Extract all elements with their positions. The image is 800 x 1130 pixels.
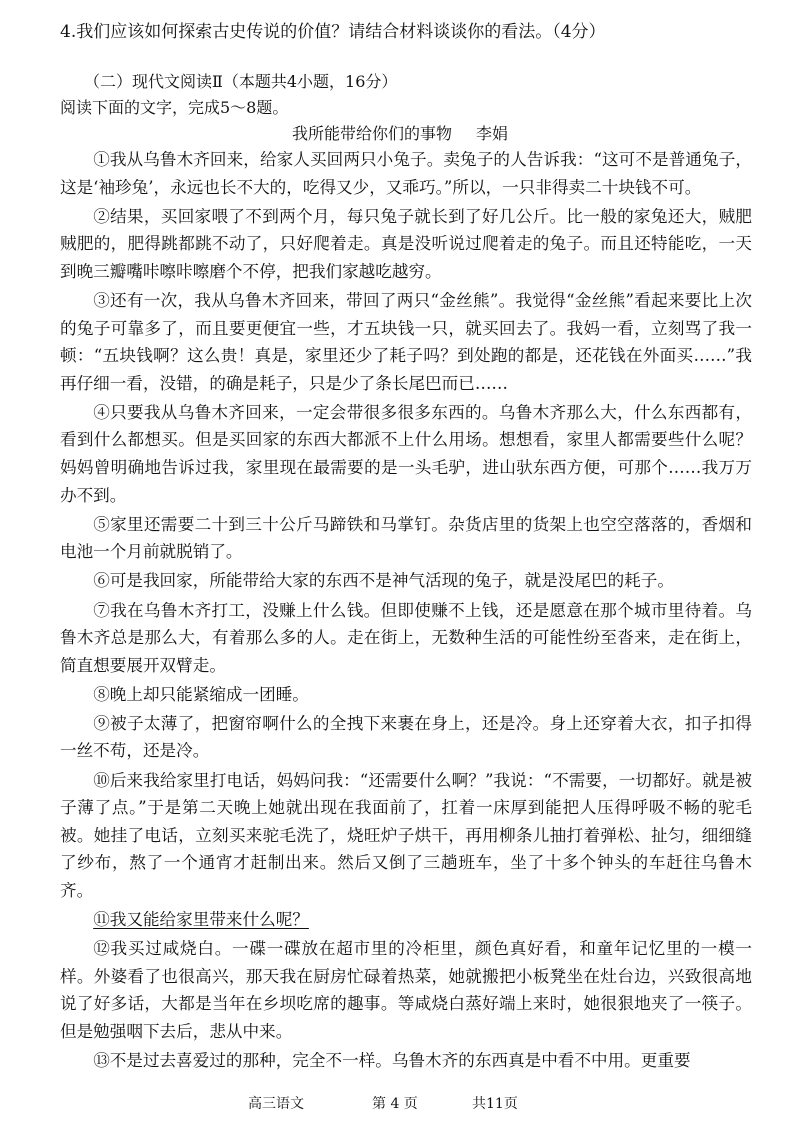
paragraph-9: ⑨被子太薄了，把窗帘啊什么的全拽下来裹在身上，还是冷。身上还穿着大衣，扣子扣得一丝不苟，还是冷。 [60, 713, 752, 761]
footer-total-pages: 共11页 [472, 1096, 518, 1112]
article-body [60, 146, 752, 1076]
paragraph-7: ⑦我在乌鲁木齐打工，没赚上什么钱。但即使赚不上钱，还是愿意在那个城市里待着。乌鲁木齐总是那么大，有着那么多的人。走在街上，无数种生活的可能性纷至沓来，走在街上，简直想要展开双臂走。 [60, 600, 752, 675]
section-heading: （二）现代文阅读Ⅱ（本题共4小题，16分） [84, 72, 398, 91]
paragraph-12: ⑫我买过咸烧白。一碟一碟放在超市里的冷柜里，颜色真好看，和童年记忆里的一模一样。外婆看了也很高兴，那天我在厨房忙碌着热菜，她就搬把小板凳坐在灶台边，兴致很高地说了好多话，大都是当年在乡坝吃席的趣事。等咸烧白蒸好端上来时，她很狠地夹了一筷子。但是勉强咽下去后，悲从中来。 [60, 939, 752, 1041]
paragraph-5: ⑤家里还需要二十到三十公斤马蹄铁和马掌钉。杂货店里的货架上也空空落落的，香烟和电池一个月前就脱销了。 [60, 514, 752, 562]
paragraph-6: ⑥可是我回家，所能带给大家的东西不是神气活现的兔子，就是没尾巴的耗子。 [93, 571, 674, 591]
paragraph-4: ④只要我从乌鲁木齐回来，一定会带很多很多东西的。乌鲁木齐那么大，什么东西都有，看到什么都想买。但是买回家的东西大都派不上什么用场。想想看，家里人都需要些什么呢？妈妈曾明确地告诉过我，家里现在最需要的是一头毛驴，进山驮东西方便，可那个……我万万办不到。 [60, 402, 752, 505]
paragraph-11 [60, 906, 752, 934]
footer-page-number: 第 4 页 [372, 1096, 418, 1112]
article-title: 我所能带给你们的事物 [291, 124, 452, 143]
paragraph-10: ⑩后来我给家里打电话，妈妈问我：“还需要什么啊？”我说：“不需要，一切都好。就是被子薄了点。”于是第二天晚上她就出现在我面前了，扛着一床厚到能把人压得呼吸不畅的驼毛被。她挂了电话，立刻买来驼毛洗了，烧旺炉子烘干，再用柳条儿抽打着弹松、扯匀，细细缝了纱布，熬了一个通宵才赶制出来。然后又倒了三趟班车，坐了十多个钟头的车赶往乌鲁木齐。 [60, 770, 752, 900]
paragraph-11-underlined-text: ⑪我又能给家里带来什么呢？ [93, 910, 309, 930]
reading-instruction: 阅读下面的文字，完成5～8题。 [60, 98, 289, 117]
paragraph-1: ①我从乌鲁木齐回来，给家人买回两只小兔子。卖兔子的人告诉我：“这可不是普通兔子，这是‘袖珍兔’，永远也长不大的，吃得又少，又乖巧。”所以，一只非得卖二十块钱不可。 [60, 150, 752, 197]
article-author: 李娟 [476, 124, 509, 143]
footer-subject: 高三语文 [248, 1096, 304, 1112]
paragraph-8: ⑧晚上却只能紧缩成一团睡。 [93, 684, 309, 704]
paragraph-3: ③还有一次，我从乌鲁木齐回来，带回了两只“金丝熊”。我觉得“金丝熊”看起来要比上次的兔子可靠多了，而且要更便宜一些，才五块钱一只，就买回去了。我妈一看，立刻骂了我一顿：“五块钱啊？这么贵！真是，家里还少了耗子吗？到处跑的都是，还花钱在外面买……”我再仔细一看，没错，的确是耗子，只是少了条长尾巴而已…… [60, 290, 752, 393]
paragraph-13: ⑬不是过去喜爱过的那种，完全不一样。乌鲁木齐的东西真是中看不中用。更重要 [93, 1051, 691, 1070]
article-title-line [0, 122, 800, 146]
question-4: 4.我们应该如何探索古史传说的价值？请结合材料谈谈你的看法。（4分） [60, 22, 606, 42]
paragraph-2: ②结果，买回家喂了不到两个月，每只兔子就长到了好几公斤。比一般的家兔还大，贼肥贼肥的，肥得跳都跳不动了，只好爬着走。真是没听说过爬着走的兔子。而且还特能吃，一天到晚三瓣嘴咔嚓咔嚓磨个不停，把我们家越吃越穷。 [60, 206, 752, 281]
